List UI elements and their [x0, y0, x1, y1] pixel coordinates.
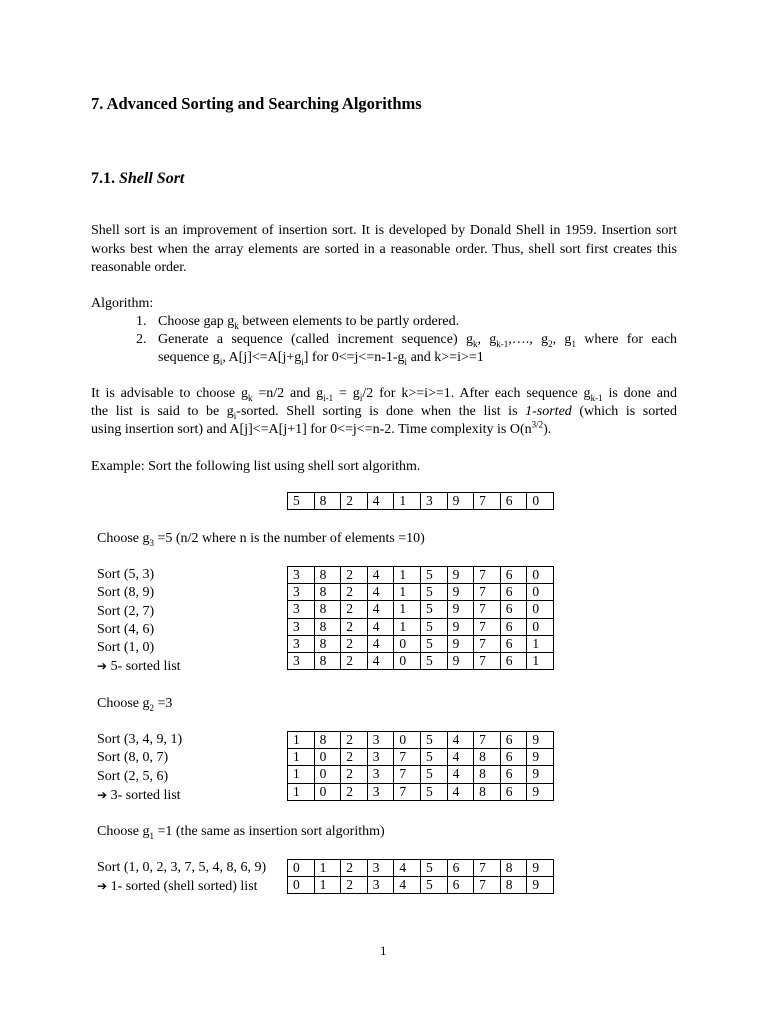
array-cell: 1	[288, 766, 315, 783]
array-cell: 5	[420, 860, 447, 877]
step-label	[97, 859, 266, 877]
intro-paragraph: Shell sort is an improvement of insertion sort. It is developed by Donald Shell in 1959. Insertion sort works best when the array elements are sorted in a reasonable order. Thus, shell sort first creates this reasonable order.	[91, 223, 677, 276]
array-cell: 9	[527, 860, 554, 877]
array-cell: 6	[500, 493, 527, 510]
array-cell: 1	[527, 652, 554, 669]
array-cell: 1	[527, 635, 554, 652]
array-cell: 8	[314, 567, 341, 584]
array-row	[288, 749, 554, 766]
algorithm-step-1: 1. Choose gap $g_k$ between elements to be partly ordered.	[136, 314, 460, 331]
array-cell: 1	[314, 877, 341, 894]
array-cell: 4	[367, 584, 394, 601]
pass2-labels	[97, 731, 182, 805]
array-cell: 5	[420, 652, 447, 669]
array-cell: 1	[394, 601, 421, 618]
choose-g3: Choose $g_3 =5$ (n/2 where n is the number of elements =10)	[97, 531, 425, 548]
array-cell: 8	[474, 766, 501, 783]
array-cell: 0	[527, 618, 554, 635]
pass2-table	[287, 731, 554, 801]
array-cell: 7	[474, 584, 501, 601]
array-cell: 8	[314, 732, 341, 749]
array-cell: 9	[447, 652, 474, 669]
array-cell: 0	[394, 732, 421, 749]
array-cell: 3	[288, 601, 315, 618]
array-cell: 2	[341, 766, 368, 783]
array-cell: 8	[474, 783, 501, 800]
step-label-text: 1- sorted (shell sorted) list	[110, 879, 258, 895]
chapter-heading: 7. Advanced Sorting and Searching Algorithms	[91, 94, 422, 113]
array-row	[288, 584, 554, 601]
array-cell: 9	[447, 567, 474, 584]
array-row	[288, 493, 554, 510]
array-row	[288, 766, 554, 783]
array-cell: 7	[474, 618, 501, 635]
algorithm-step-2: 2. Generate a sequence (called increment sequence) $g_k$, $g_{k-1},\dots$., $g_2$, $g_1$ where for each	[136, 332, 678, 349]
page-number: 1	[380, 943, 387, 958]
array-cell: 1	[288, 783, 315, 800]
array-cell: 0	[527, 567, 554, 584]
step-label-text: Sort (2, 5, 6)	[97, 768, 169, 784]
array-cell: 8	[314, 635, 341, 652]
array-cell: 0	[394, 652, 421, 669]
array-cell: 0	[288, 877, 315, 894]
step-label	[97, 877, 266, 896]
step-label	[97, 584, 181, 602]
array-row	[288, 618, 554, 635]
array-cell: 3	[367, 732, 394, 749]
array-cell: 6	[500, 601, 527, 618]
array-cell: 4	[367, 652, 394, 669]
array-row	[288, 601, 554, 618]
array-cell: 1	[314, 860, 341, 877]
array-cell: 5	[288, 493, 315, 510]
step-label	[97, 768, 182, 786]
array-cell: 0	[314, 783, 341, 800]
step-label-text: Sort (4, 6)	[97, 621, 155, 637]
array-cell: 7	[474, 860, 501, 877]
array-cell: 9	[447, 493, 474, 510]
step-label	[97, 639, 181, 657]
step-label-text: Sort (8, 0, 7)	[97, 750, 169, 766]
array-cell: 0	[314, 766, 341, 783]
array-cell: 7	[474, 877, 501, 894]
step-label-text: Sort (8, 9)	[97, 585, 155, 601]
array-cell: 2	[341, 618, 368, 635]
array-cell: 9	[527, 749, 554, 766]
array-cell: 8	[500, 860, 527, 877]
array-cell: 3	[288, 567, 315, 584]
array-cell: 6	[500, 783, 527, 800]
array-cell: 2	[341, 584, 368, 601]
array-cell: 4	[367, 601, 394, 618]
array-row	[288, 877, 554, 894]
step-label-text: 5- sorted list	[110, 659, 181, 675]
array-cell: 8	[314, 618, 341, 635]
array-cell: 2	[341, 877, 368, 894]
array-cell: 7	[474, 493, 501, 510]
pass3-table	[287, 566, 554, 670]
algorithm-label: Algorithm:	[91, 296, 154, 311]
array-cell: 7	[394, 749, 421, 766]
array-cell: 2	[341, 860, 368, 877]
section-heading	[91, 170, 184, 188]
array-cell: 3	[367, 749, 394, 766]
array-cell: 4	[367, 493, 394, 510]
step-label-text: Sort (1, 0)	[97, 640, 155, 656]
array-cell: 5	[420, 749, 447, 766]
step-label	[97, 621, 181, 639]
array-cell: 5	[420, 635, 447, 652]
array-cell: 2	[341, 567, 368, 584]
array-cell: 2	[341, 601, 368, 618]
array-cell: 3	[367, 766, 394, 783]
step-label-text: Sort (2, 7)	[97, 603, 155, 619]
advice-line-1: It is advisable to choose $g_k =n/2$ and $g_{i-1} = g_i/2$ for k>=i>=1. After each sequence $g_{k-1}$ is done and	[91, 386, 677, 403]
array-cell: 2	[341, 749, 368, 766]
array-cell: 6	[500, 584, 527, 601]
array-cell: 2	[341, 635, 368, 652]
array-cell: 6	[500, 635, 527, 652]
array-cell: 6	[500, 567, 527, 584]
array-cell: 7	[474, 635, 501, 652]
array-row	[288, 567, 554, 584]
array-cell: 4	[447, 766, 474, 783]
array-cell: 1	[394, 493, 421, 510]
array-cell: 6	[500, 749, 527, 766]
array-cell: 5	[420, 783, 447, 800]
array-cell: 6	[447, 860, 474, 877]
array-cell: 1	[394, 618, 421, 635]
array-cell: 7	[394, 766, 421, 783]
array-row	[288, 732, 554, 749]
array-cell: 7	[474, 732, 501, 749]
step-label-text: 3- sorted list	[110, 787, 181, 803]
array-cell: 6	[500, 732, 527, 749]
array-row	[288, 860, 554, 877]
pass3-labels	[97, 566, 181, 677]
example-prompt: Example: Sort the following list using shell sort algorithm.	[91, 459, 421, 474]
step-label-text: Sort (1, 0, 2, 3, 7, 5, 4, 8, 6, 9)	[97, 860, 267, 875]
array-cell: 3	[420, 493, 447, 510]
array-cell: 1	[394, 584, 421, 601]
array-cell: 2	[341, 493, 368, 510]
array-cell: 9	[447, 618, 474, 635]
array-cell: 3	[288, 618, 315, 635]
array-cell: 4	[394, 860, 421, 877]
step-label	[97, 603, 181, 621]
array-cell: 4	[447, 749, 474, 766]
array-cell: 5	[420, 877, 447, 894]
array-cell: 3	[288, 652, 315, 669]
initial-array	[287, 492, 554, 510]
array-cell: 5	[420, 567, 447, 584]
array-cell: 8	[314, 601, 341, 618]
array-cell: 9	[527, 766, 554, 783]
array-cell: 9	[447, 635, 474, 652]
step-label	[97, 566, 181, 584]
array-cell: 0	[527, 493, 554, 510]
advice-line-2: the list is said to be $g_i$-sorted. Shell sorting is done when the list is 1-sorted (which is sorted	[91, 404, 678, 421]
array-cell: 0	[314, 749, 341, 766]
array-cell: 2	[341, 652, 368, 669]
array-row	[288, 635, 554, 652]
array-cell: 0	[394, 635, 421, 652]
array-cell: 5	[420, 732, 447, 749]
pass1-table	[287, 859, 554, 894]
array-cell: 3	[288, 635, 315, 652]
array-cell: 3	[367, 860, 394, 877]
array-cell: 2	[341, 732, 368, 749]
array-cell: 1	[288, 749, 315, 766]
algorithm-step-2-continued: sequence $g_i$, $A[j]<=A[j+g_i]$ for $0<=j<=n-1-g_i$ and k>=i>=1	[158, 350, 484, 367]
array-cell: 4	[447, 783, 474, 800]
section-number: 7.1.	[91, 170, 119, 187]
array-cell: 7	[474, 601, 501, 618]
array-cell: 6	[500, 652, 527, 669]
array-cell: 0	[527, 601, 554, 618]
array-cell: 8	[500, 877, 527, 894]
array-cell: 0	[527, 584, 554, 601]
step-label-text: Sort (3, 4, 9, 1)	[97, 732, 183, 747]
array-cell: 8	[474, 749, 501, 766]
step-label	[97, 731, 182, 749]
array-cell: 4	[394, 877, 421, 894]
array-cell: 5	[420, 766, 447, 783]
step-label	[97, 749, 182, 767]
array-cell: 2	[341, 783, 368, 800]
array-cell: 7	[394, 783, 421, 800]
arrow-right-icon: ➔	[97, 787, 108, 802]
array-cell: 8	[314, 652, 341, 669]
array-cell: 0	[288, 860, 315, 877]
array-cell: 4	[447, 732, 474, 749]
array-cell: 4	[367, 635, 394, 652]
advice-line-3: using insertion sort) and A[j]<=A[j+1] for 0<=j<=n-2. Time complexity is $O(n^{3/2})$.	[91, 419, 552, 437]
array-cell: 5	[420, 584, 447, 601]
array-row	[288, 652, 554, 669]
array-cell: 8	[314, 584, 341, 601]
step-label-text: Sort (5, 3)	[97, 567, 155, 582]
array-cell: 9	[447, 601, 474, 618]
array-cell: 6	[500, 618, 527, 635]
array-cell: 3	[288, 584, 315, 601]
choose-g1: Choose $g_1 =1$ (the same as insertion sort algorithm)	[97, 824, 385, 841]
array-cell: 4	[367, 567, 394, 584]
array-cell: 8	[314, 493, 341, 510]
array-cell: 5	[420, 601, 447, 618]
array-cell: 7	[474, 567, 501, 584]
arrow-right-icon: ➔	[97, 659, 108, 674]
array-row	[288, 783, 554, 800]
array-cell: 9	[527, 783, 554, 800]
array-cell: 9	[447, 584, 474, 601]
choose-g2: Choose $g_2 =3$	[97, 696, 173, 713]
array-cell: 5	[420, 618, 447, 635]
array-cell: 1	[394, 567, 421, 584]
array-cell: 1	[288, 732, 315, 749]
array-cell: 7	[474, 652, 501, 669]
array-cell: 3	[367, 783, 394, 800]
array-cell: 9	[527, 877, 554, 894]
arrow-right-icon: ➔	[97, 879, 108, 894]
step-label	[97, 786, 182, 805]
array-cell: 9	[527, 732, 554, 749]
array-cell: 6	[500, 766, 527, 783]
array-cell: 4	[367, 618, 394, 635]
step-label	[97, 657, 181, 676]
array-cell: 6	[447, 877, 474, 894]
array-cell: 3	[367, 877, 394, 894]
section-title: Shell Sort	[119, 170, 185, 187]
pass1-labels	[97, 859, 266, 897]
